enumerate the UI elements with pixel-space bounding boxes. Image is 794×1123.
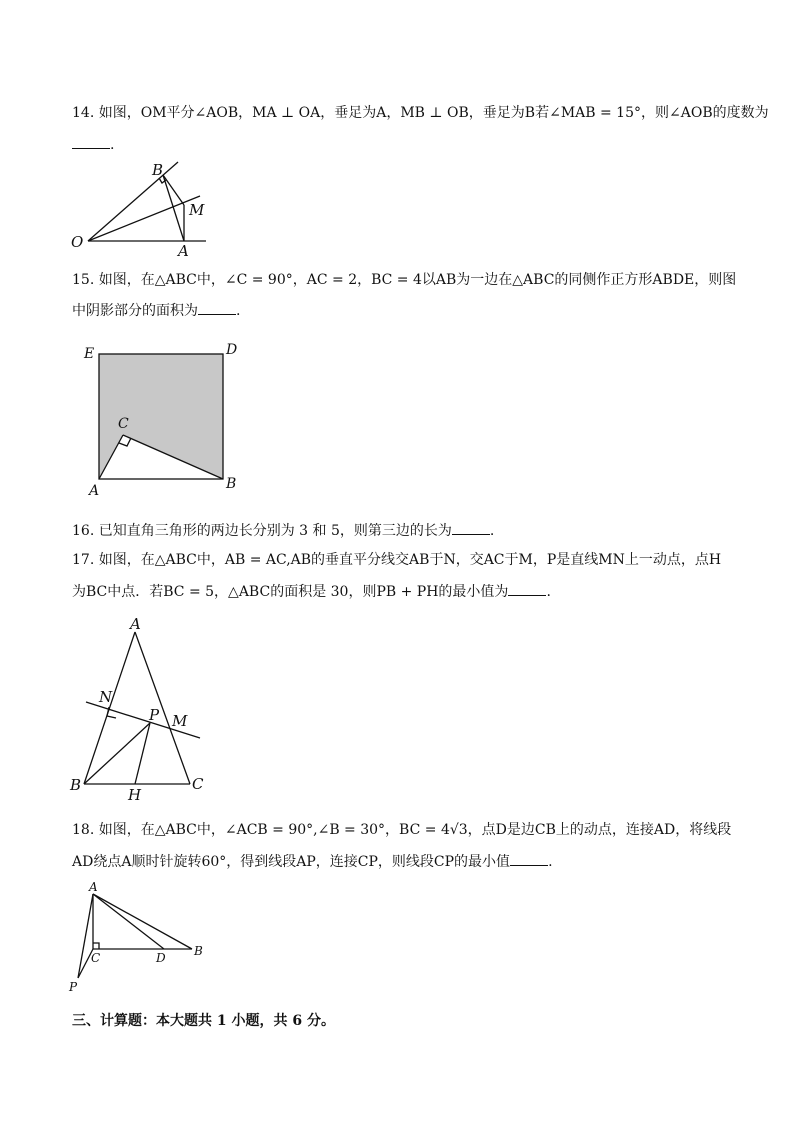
section-3-heading: 三、计算题：本大题共 1 小题，共 6 分。: [72, 1013, 335, 1029]
q14-period: .: [110, 137, 115, 153]
q15-figure: [80, 338, 250, 500]
q15-label-A: A: [89, 483, 100, 499]
q17-label-B: B: [70, 776, 82, 794]
q17-figure: [66, 612, 216, 804]
q15-label-E: E: [84, 346, 95, 362]
q18-label-P: P: [69, 980, 78, 994]
q14-label-M: M: [189, 201, 205, 219]
q17-label-N: N: [99, 688, 113, 706]
q15-label-B: B: [226, 476, 237, 492]
q17-period: .: [546, 584, 551, 600]
q18-figure: [64, 878, 214, 996]
q17-line2-text: 为BC中点．若BC = 5，△ABC的面积是 30，则PB + PH的最小值为: [72, 584, 509, 600]
q18-text-line1: 18. 如图，在△ABC中，∠ACB = 90°,∠B = 30°，BC = 4√3，点D是边CB上的动点，连接AD，将线段: [72, 822, 732, 838]
q14-answer-blank[interactable]: [72, 134, 110, 149]
q18-line2-text: AD绕点A顺时针旋转60°，得到线段AP，连接CP，则线段CP的最小值: [72, 854, 511, 870]
q17-label-A: A: [130, 615, 141, 633]
q16-answer-blank[interactable]: [452, 520, 490, 535]
q18-label-A: A: [89, 880, 98, 894]
q18-answer-blank[interactable]: [510, 851, 548, 866]
q16-period: .: [489, 523, 495, 539]
q15-answer-blank[interactable]: [198, 300, 236, 315]
q15-label-C: C: [118, 416, 129, 432]
q15-label-D: D: [226, 342, 238, 358]
q17-label-M: M: [172, 712, 188, 730]
q14-label-A: A: [178, 242, 189, 260]
q17-text-line2: [72, 581, 551, 602]
q15-text-line1: 15. 如图，在△ABC中，∠C = 90°，AC = 2，BC = 4以AB为一边在△ABC的同侧作正方形ABDE，则图: [72, 272, 737, 288]
q14-label-B: B: [152, 161, 164, 179]
q18-period: .: [548, 854, 553, 870]
q15-line2-text: 中阴影部分的面积为: [72, 303, 198, 319]
q17-answer-blank[interactable]: [508, 581, 546, 596]
q17-label-H: H: [128, 786, 142, 804]
q15-period: .: [236, 303, 241, 319]
q16-text-line1: [72, 520, 494, 541]
q18-label-B: B: [194, 944, 203, 958]
q17-label-P: P: [149, 706, 160, 724]
q17-label-C: C: [192, 775, 204, 793]
q18-label-D: D: [156, 951, 166, 965]
q17-text-line1: 17. 如图，在△ABC中，AB = AC,AB的垂直平分线交AB于N，交AC于M，P是直线MN上一动点，点H: [72, 552, 722, 568]
q18-text-line2: [72, 851, 553, 872]
q14-text-line2: [72, 134, 114, 155]
q14-label-O: O: [71, 233, 84, 251]
q14-figure: [66, 155, 216, 260]
q14-text-line1: 14. 如图，OM平分∠AOB，MA ⊥ OA，垂足为A，MB ⊥ OB，垂足为B若∠MAB = 15°，则∠AOB的度数为: [72, 105, 769, 121]
q18-label-C: C: [91, 951, 101, 965]
q16-text: 16. 已知直角三角形的两边长分别为 3 和 5，则第三边的长为: [72, 523, 452, 539]
q15-text-line2: [72, 300, 240, 321]
